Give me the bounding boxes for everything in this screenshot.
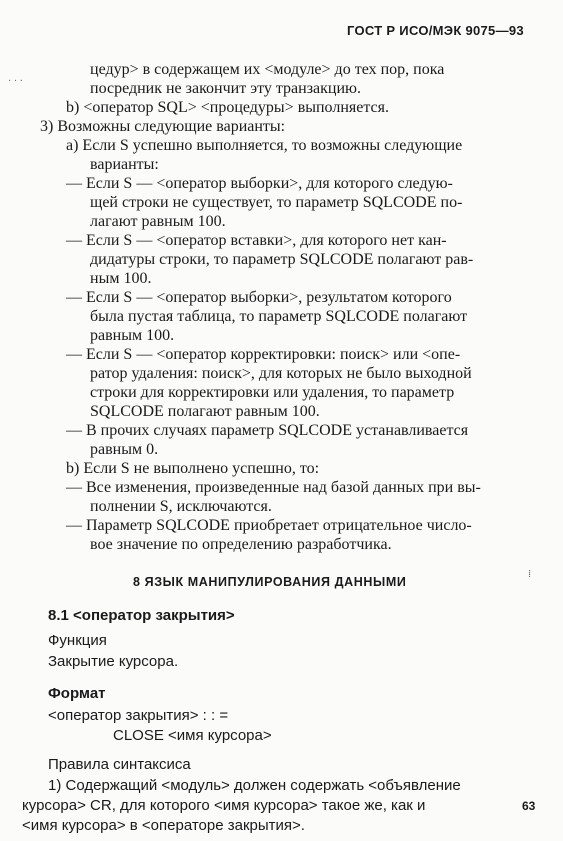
text-line: посредник не закончит эту транзакцию. — [90, 80, 361, 97]
syntax-rule: 1) Содержащий <модуль> должен содержать <объявление — [48, 777, 461, 794]
text-line: лагают равным 100. — [90, 213, 226, 230]
function-text: Закрытие курсора. — [48, 653, 179, 670]
page-number: 63 — [522, 799, 536, 813]
text-line: варианты: — [90, 156, 159, 173]
section-title: 8 ЯЗЫК МАНИПУЛИРОВАНИЯ ДАННЫМИ — [133, 575, 407, 589]
text-line: — Все изменения, произведенные над базой данных при вы- — [66, 479, 481, 496]
text-line: b) Если S не выполнено успешно, то: — [66, 460, 320, 477]
text-line: была пустая таблица, то параметр SQLCODE полагают — [90, 308, 468, 325]
subsection-title: 8.1 <оператор закрытия> — [48, 607, 235, 624]
text-line: ратор удаления: поиск>, для которых не было выходной — [90, 365, 472, 382]
syntax-heading: Правила синтаксиса — [48, 756, 191, 773]
text-line: полнении S, исключаются. — [90, 498, 272, 515]
text-line: 3) Возможны следующие варианты: — [40, 118, 286, 135]
text-line: равным 0. — [90, 441, 159, 458]
margin-speck: · · · — [8, 76, 23, 87]
text-line: — Если S — <оператор вставки>, для которого нет кан- — [66, 232, 447, 249]
text-line: — Параметр SQLCODE приобретает отрицательное число- — [66, 517, 472, 534]
format-rule-body: CLOSE <имя курсора> — [113, 727, 272, 744]
text-line: — Если S — <оператор корректировки: поиск> или <опе- — [66, 346, 461, 363]
running-header: ГОСТ Р ИСО/МЭК 9075—93 — [347, 23, 524, 38]
text-line: a) Если S успешно выполняется, то возможны следующие — [66, 137, 463, 154]
format-heading: Формат — [48, 685, 106, 702]
text-line: — В прочих случаях параметр SQLCODE устанавливается — [66, 422, 469, 439]
text-line: SQLCODE полагают равным 100. — [90, 403, 320, 420]
text-line: ным 100. — [90, 270, 152, 287]
text-line: — Если S — <оператор выборки>, для которого следую- — [66, 175, 453, 192]
text-line: вое значение по определению разработчика. — [90, 536, 392, 553]
syntax-rule: курсора> CR, для которого <имя курсора> такое же, как и — [22, 797, 426, 814]
text-line: цедур> в содержащем их <модуле> до тех пор, пока — [90, 61, 445, 78]
text-line: щей строки не существует, то параметр SQLCODE по- — [90, 194, 463, 211]
text-line: — Если S — <оператор выборки>, результатом которого — [66, 289, 452, 306]
format-rule: <оператор закрытия> : : = — [48, 707, 229, 724]
function-heading: Функция — [48, 632, 107, 649]
text-line: дидатуры строки, то параметр SQLCODE полагают рав- — [90, 251, 474, 268]
text-line: равным 100. — [90, 327, 175, 344]
margin-stamp: ⁞ — [528, 568, 532, 580]
text-line: b) <оператор SQL> <процедуры> выполняется. — [66, 99, 389, 116]
text-line: строки для корректировки или удаления, то параметр — [90, 384, 455, 401]
syntax-rule: <имя курсора> в <операторе закрытия>. — [22, 817, 305, 834]
